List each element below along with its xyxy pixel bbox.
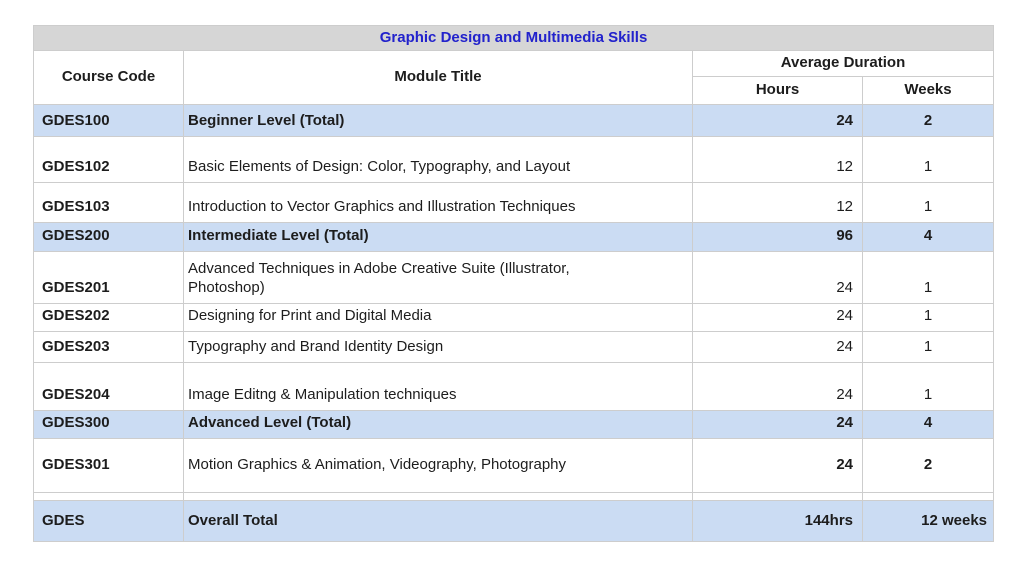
- course-code-cell: [34, 303, 184, 331]
- table-row: [34, 182, 994, 222]
- module-title-cell-text: Intermediate Level (Total): [188, 227, 369, 244]
- weeks-cell: [863, 331, 994, 362]
- hours-cell-text: 24: [836, 338, 853, 355]
- hours-cell-text: 12: [836, 158, 853, 175]
- course-code-cell-text: GDES100: [42, 112, 110, 129]
- hours-cell: [693, 251, 863, 303]
- hours-cell-text: 12: [836, 198, 853, 215]
- table-row: [34, 251, 994, 303]
- course-code-cell-text: GDES201: [42, 279, 110, 296]
- course-code-cell-text: GDES103: [42, 198, 110, 215]
- column-header-weeks: Weeks: [863, 76, 994, 104]
- column-header-average-duration: Average Duration: [693, 50, 994, 76]
- weeks-cell: [863, 362, 994, 410]
- module-title-cell: [184, 104, 693, 136]
- table-title-row: [34, 26, 994, 51]
- course-code-cell-text: GDES202: [42, 307, 110, 324]
- module-title-cell-text: Advanced Techniques in Adobe Creative Suite (Illustrator, Photoshop): [188, 259, 570, 296]
- weeks-cell-text: 4: [923, 227, 933, 244]
- course-code-cell: [34, 104, 184, 136]
- weeks-cell: [863, 222, 994, 251]
- weeks-cell-text: 2: [923, 112, 933, 129]
- module-title-cell-text: Designing for Print and Digital Media: [188, 307, 432, 324]
- module-title-cell-text: Typography and Brand Identity Design: [188, 338, 444, 355]
- module-title-cell-text: Overall Total: [188, 511, 278, 529]
- hours-cell-text: 24: [836, 279, 853, 296]
- weeks-cell-text: 1: [923, 307, 933, 324]
- table-title: Graphic Design and Multimedia Skills: [34, 26, 994, 51]
- table-row: [34, 104, 994, 136]
- table-body: [34, 104, 994, 541]
- module-title-cell: [184, 182, 693, 222]
- course-table: [33, 25, 994, 542]
- weeks-cell: [863, 303, 994, 331]
- course-code-cell: [34, 362, 184, 410]
- course-code-cell: [34, 410, 184, 438]
- table-row: [34, 136, 994, 182]
- weeks-cell-text: 4: [923, 414, 933, 431]
- module-title-cell: [184, 362, 693, 410]
- course-code-cell: [34, 438, 184, 492]
- course-code-cell: [34, 492, 184, 500]
- hours-cell: [693, 438, 863, 492]
- column-header-course-code: Course Code: [34, 50, 184, 104]
- weeks-cell-text: 1: [923, 198, 933, 215]
- module-title-cell: [184, 331, 693, 362]
- hours-cell: [693, 500, 863, 541]
- module-title-cell: [184, 492, 693, 500]
- hours-cell-text: 24: [836, 112, 853, 129]
- hours-cell-text: 24: [836, 386, 853, 403]
- weeks-cell: [863, 136, 994, 182]
- hours-cell-text: 24: [836, 456, 853, 474]
- module-title-cell-text: Advanced Level (Total): [188, 414, 352, 431]
- weeks-cell: [863, 410, 994, 438]
- weeks-cell: [863, 251, 994, 303]
- module-title-cell: [184, 136, 693, 182]
- hours-cell: [693, 303, 863, 331]
- weeks-cell-text: 1: [923, 279, 933, 296]
- table-row: [34, 362, 994, 410]
- module-title-cell-text: Motion Graphics & Animation, Videography, Photography: [188, 456, 567, 474]
- module-title-cell: [184, 438, 693, 492]
- weeks-cell: [863, 104, 994, 136]
- column-header-module-title: Module Title: [184, 50, 693, 104]
- table-row: [34, 222, 994, 251]
- module-title-cell-text: Image Editng & Manipulation techniques: [188, 386, 457, 403]
- module-title-cell-text: Introduction to Vector Graphics and Illustration Techniques: [188, 198, 576, 215]
- hours-cell: [693, 410, 863, 438]
- course-code-cell: [34, 500, 184, 541]
- weeks-cell-text: 1: [923, 338, 933, 355]
- course-code-cell-text: GDES102: [42, 158, 110, 175]
- course-code-cell: [34, 182, 184, 222]
- table-row: [34, 500, 994, 541]
- module-title-cell: [184, 222, 693, 251]
- module-title-cell-text: Basic Elements of Design: Color, Typography, and Layout: [188, 158, 571, 175]
- hours-cell: [693, 182, 863, 222]
- module-title-cell: [184, 251, 693, 303]
- weeks-cell-text: 1: [923, 158, 933, 175]
- hours-cell: [693, 362, 863, 410]
- module-title-cell: [184, 500, 693, 541]
- course-code-cell: [34, 222, 184, 251]
- hours-cell: [693, 136, 863, 182]
- column-header-hours: Hours: [693, 76, 863, 104]
- hours-cell: [693, 492, 863, 500]
- module-title-cell-text: Beginner Level (Total): [188, 112, 345, 129]
- table-row: [34, 303, 994, 331]
- weeks-cell: [863, 438, 994, 492]
- table-row: [34, 492, 994, 500]
- course-code-cell: [34, 331, 184, 362]
- table-row: [34, 331, 994, 362]
- course-code-cell-text: GDES204: [42, 386, 110, 403]
- table-row: [34, 438, 994, 492]
- weeks-cell-text: 2: [923, 456, 933, 474]
- header-row: [34, 50, 994, 76]
- module-title-cell: [184, 303, 693, 331]
- course-code-cell-text: GDES301: [42, 456, 110, 474]
- module-title-cell: [184, 410, 693, 438]
- hours-cell: [693, 222, 863, 251]
- course-code-cell: [34, 136, 184, 182]
- table-row: [34, 410, 994, 438]
- hours-cell: [693, 104, 863, 136]
- hours-cell-text: 24: [836, 307, 853, 324]
- hours-cell: [693, 331, 863, 362]
- weeks-cell: [863, 492, 994, 500]
- hours-cell-text: 96: [836, 227, 853, 244]
- course-code-cell-text: GDES203: [42, 338, 110, 355]
- course-code-cell-text: GDES300: [42, 414, 110, 431]
- course-code-cell-text: GDES: [42, 511, 85, 529]
- weeks-cell: [863, 182, 994, 222]
- weeks-cell: [863, 500, 994, 541]
- hours-cell-text: 144hrs: [804, 511, 853, 529]
- course-code-cell-text: GDES200: [42, 227, 110, 244]
- hours-cell-text: 24: [836, 414, 853, 431]
- course-code-cell: [34, 251, 184, 303]
- weeks-cell-text: 1: [923, 386, 933, 403]
- weeks-cell-text: 12 weeks: [921, 511, 987, 529]
